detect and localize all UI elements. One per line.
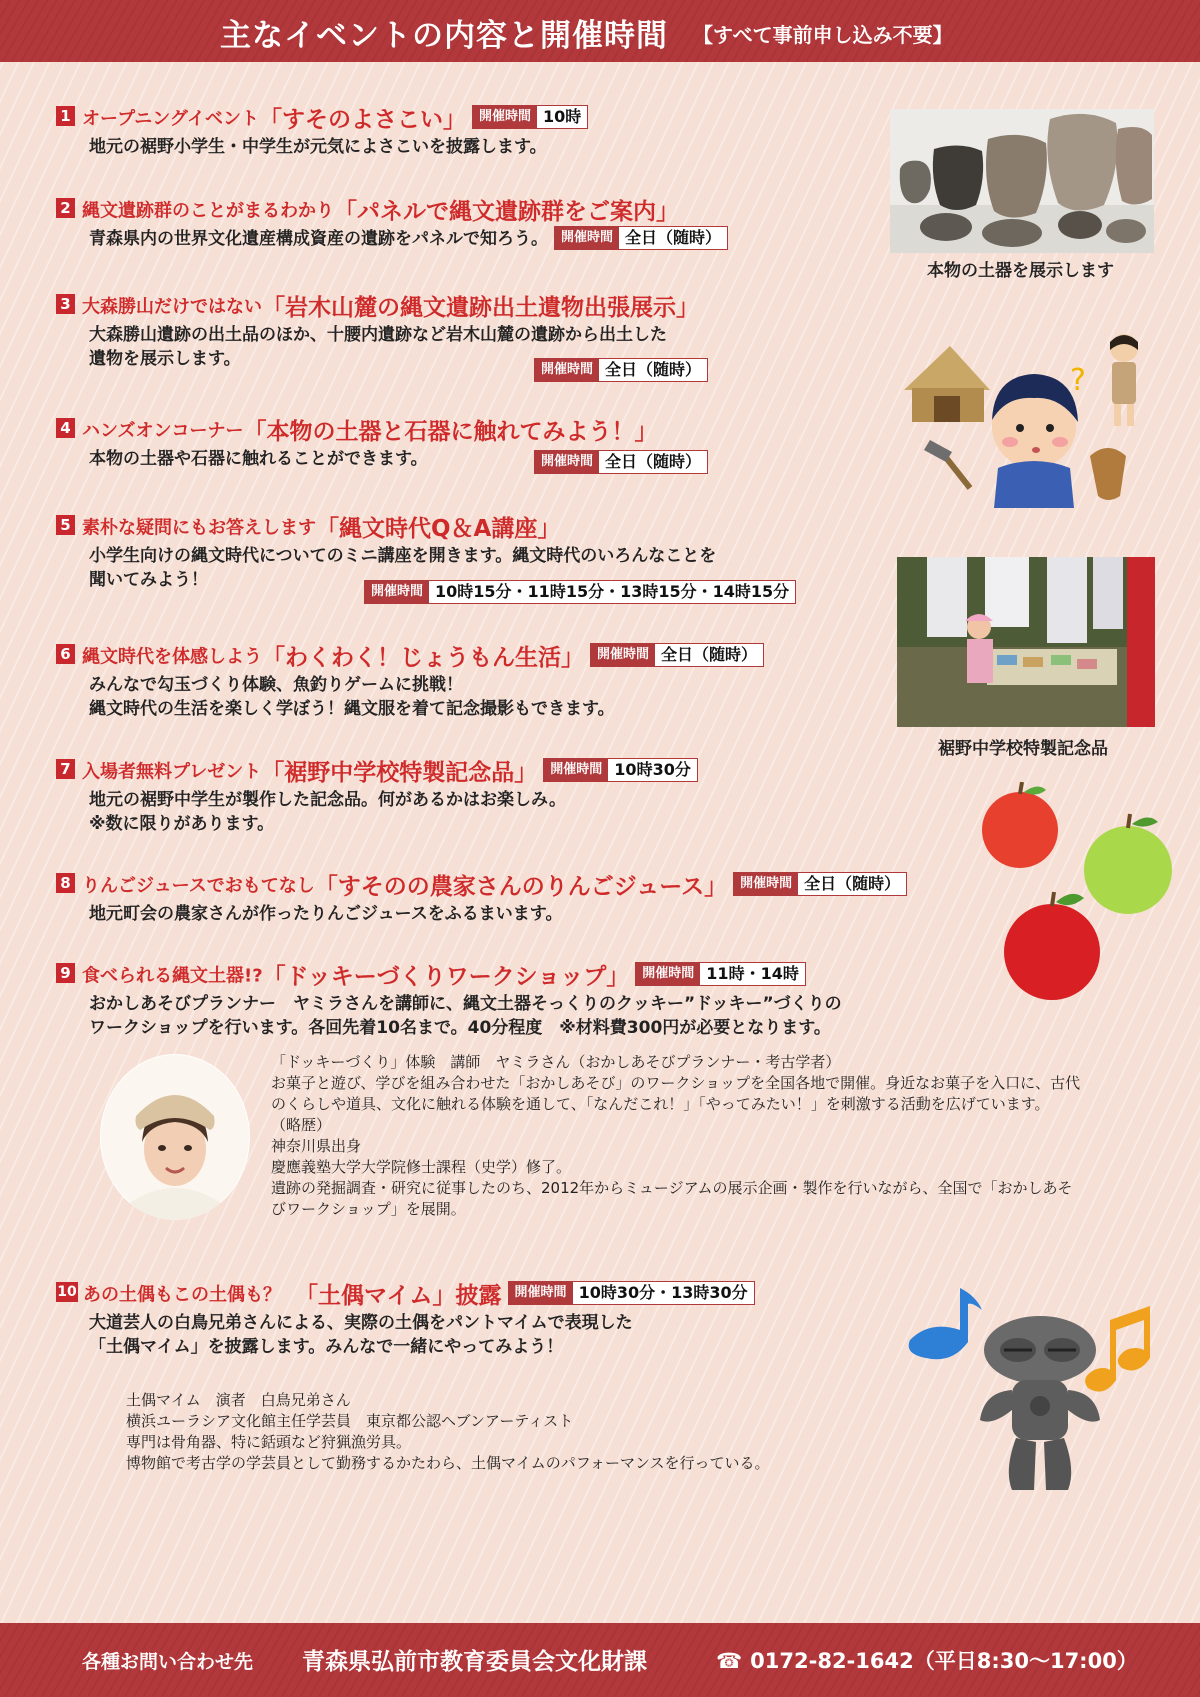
contact-label: 各種お問い合わせ先 [82,1651,254,1673]
event-title: 「ドッキーづくりワークショップ」 [262,964,630,990]
time-badge-label: 開催時間 [509,1282,573,1304]
time-badge [635,962,806,986]
event-number: 6 [56,644,75,664]
event-lead: オープニングイベント [82,108,259,130]
event-lead: 縄文時代を体感しよう [82,646,262,668]
event-desc: ワークショップを行います。各回先着10名まで。40分程度 ※材料費300円が必要となります。 [89,1018,831,1038]
time-badge-value: 全日（随時） [605,452,702,471]
profile-line: のくらしや道具、文化に触れる体験を通して、「なんだこれ！」「やってみたい！」を刺激する活動を広げています。 [271,1095,1050,1113]
event-9 [56,958,842,1040]
event-lead: 素朴な疑問にもお答えします [82,517,316,539]
event-desc: おかしあそびプランナー ヤミラさんを講師に、縄文土器そっくりのクッキー”ドッキー”づくりの [89,994,842,1014]
event-desc: 「土偶マイム」を披露します。みんなで一緒にやってみよう！ [89,1337,564,1357]
contact-phone [716,1645,1138,1675]
event-number: 5 [56,515,75,535]
event-number: 2 [56,198,75,218]
performer-line: 博物館で考古学の学芸員として勤務するかたわら、土偶マイムのパフォーマンスを行っている。 [126,1454,770,1472]
event-title: 「わくわく！じょうもん生活」 [262,645,584,671]
svg-text:?: ? [1070,363,1086,398]
time-badge [364,580,796,604]
event-number: 1 [56,106,75,126]
event-6 [56,639,764,721]
event-lead: ハンズオンコーナー [82,420,244,442]
event-lead: 食べられる縄文土器!? [82,965,263,987]
profile-line: びワークショップ」を展開。 [271,1200,466,1218]
time-badge-label: 開催時間 [365,581,429,603]
event-desc: 遺物を展示します。 [89,349,241,369]
profile-line: 遺跡の発掘調査・研究に従事したのち、2012年からミュージアムの展示企画・製作を行いながら、全国で「おかしあそ [271,1179,1073,1197]
time-badge-label: 開催時間 [555,227,619,249]
pottery-photo [890,109,1154,253]
time-badge-value: 10時 [542,106,582,126]
time-badge-value: 全日（随時） [804,873,901,893]
event-title: 「縄文時代Q＆A講座」 [316,516,561,542]
contact-organization: 青森県弘前市教育委員会文化財課 [302,1649,647,1675]
time-badge-label: 開催時間 [544,759,608,781]
time-badge-label: 開催時間 [535,451,599,473]
event-number: 7 [56,759,75,779]
profile-line: 神奈川県出身 [271,1137,362,1155]
event-5 [56,510,790,601]
time-badge [534,358,708,382]
event-title: 「パネルで縄文遺跡群をご案内」 [334,199,679,225]
event-desc: 地元町会の農家さんが作ったりんごジュースをふるまいます。 [89,904,563,924]
time-badge [534,450,708,474]
event-desc: 大森勝山遺跡の出土品のほか、十腰内遺跡など岩木山麓の遺跡から出土した [89,325,667,345]
dogu-illustration [900,1280,1170,1495]
students-photo [897,557,1155,727]
event-10 [56,1277,755,1359]
event-7 [56,754,698,836]
header-banner [0,0,1200,62]
event-title: 「土偶マイム」披露 [295,1283,502,1309]
event-desc: 縄文時代の生活を楽しく学ぼう！縄文服を着て記念撮影もできます。 [89,699,615,719]
event-desc: 小学生向けの縄文時代についてのミニ講座を開きます。縄文時代のいろんなことを [89,546,717,566]
event-desc: 地元の裾野小学生・中学生が元気によさこいを披露します。 [89,137,547,157]
event-1 [56,101,588,159]
time-badge [733,872,907,896]
event-title: 「本物の土器と石器に触れてみよう！」 [243,419,658,445]
event-number: 3 [56,294,75,314]
phone-icon: ☎ [716,1649,743,1673]
event-desc: みんなで勾玉づくり体験、魚釣りゲームに挑戦！ [89,675,463,695]
time-badge-label: 開催時間 [636,963,700,985]
event-2 [56,193,728,251]
profile-line: 慶應義塾大学大学院修士課程（史学）修了。 [271,1158,572,1176]
event-number: 4 [56,418,75,438]
event-desc: ※数に限りがあります。 [89,814,275,834]
event-desc: 大道芸人の白鳥兄弟さんによる、実際の土偶をパントマイムで表現した [89,1313,633,1333]
time-badge-value: 10時30分 [614,759,691,779]
profile-line: お菓子と遊び、学びを組み合わせた「おかしあそび」のワークショップを全国各地で開催。身近なお菓子を入口に、古代 [271,1074,1081,1092]
pottery-caption: 本物の土器を展示します [927,261,1114,281]
profile-line: 「ドッキーづくり」体験 講師 ヤミラさん（おかしあそびプランナー・考古学者） [271,1053,841,1071]
event-title: 「裾野中学校特製記念品」 [261,760,538,786]
event-lead: 大森勝山だけではない [82,296,262,318]
time-badge [472,105,588,129]
event-title: 「すそのの農家さんのりんごジュース」 [314,874,728,900]
performer-profile [126,1390,770,1474]
time-badge-value: 全日（随時） [605,360,702,379]
time-badge-label: 開催時間 [535,359,599,381]
event-desc-text: 青森県内の世界文化遺産構成資産の遺跡をパネルで知ろう。 [89,229,548,249]
event-desc: 聞いてみよう！ [89,570,208,590]
event-lead: りんごジュースでおもてなし [82,875,315,897]
performer-line: 専門は骨角器、特に銛頭など狩猟漁労具。 [126,1433,412,1451]
students-caption: 裾野中学校特製記念品 [938,739,1108,759]
time-badge-label: 開催時間 [473,106,537,128]
event-desc [89,227,728,251]
event-3 [56,289,702,379]
phone-number: 0172-82-1642（平日8:30～17:00） [750,1649,1138,1673]
footer-contact [0,1623,1200,1697]
profile-line: （略歴） [271,1116,332,1134]
event-number: 9 [56,963,75,983]
event-lead: 入場者無料プレゼント [82,761,262,783]
event-lead: 縄文遺跡群のことがまるわかり [82,200,334,222]
time-badge [508,1281,755,1305]
time-badge [590,643,764,667]
instructor-portrait [100,1054,250,1220]
header-note: 【すべて事前申し込み不要】 [693,23,953,47]
time-badge-value: 11時・14時 [706,963,799,983]
event-8 [56,868,907,926]
apples-illustration [976,782,1182,1004]
time-badge-value: 全日（随時） [625,228,722,247]
event-number: 8 [56,873,75,893]
time-badge-value: 10時15分・11時15分・13時15分・14時15分 [435,582,790,601]
page-title: 主なイベントの内容と開催時間 [220,18,668,54]
instructor-profile [271,1052,1080,1220]
jomon-illustration [894,330,1190,508]
time-badge-label: 開催時間 [591,644,655,666]
time-badge-value: 10時30分・13時30分 [578,1282,748,1302]
time-badge [543,758,698,782]
performer-line: 土偶マイム 演者 白鳥兄弟さん [126,1391,351,1409]
time-badge-label: 開催時間 [734,873,798,895]
event-desc: 地元の裾野中学生が製作した記念品。何があるかはお楽しみ。 [89,790,567,810]
event-lead: あの土偶もこの土偶も？ [83,1284,281,1306]
event-desc: 本物の土器や石器に触れることができます。 [89,449,428,469]
event-4 [56,413,702,471]
performer-line: 横浜ユーラシア文化館主任学芸員 東京都公認ヘブンアーティスト [126,1412,574,1430]
event-title: 「すそのよさこい」 [258,107,466,133]
event-number: 10 [57,1283,77,1300]
event-title: 「岩木山麓の縄文遺跡出土遺物出張展示」 [262,295,699,321]
time-badge [554,226,728,250]
time-badge-value: 全日（随時） [661,644,758,664]
